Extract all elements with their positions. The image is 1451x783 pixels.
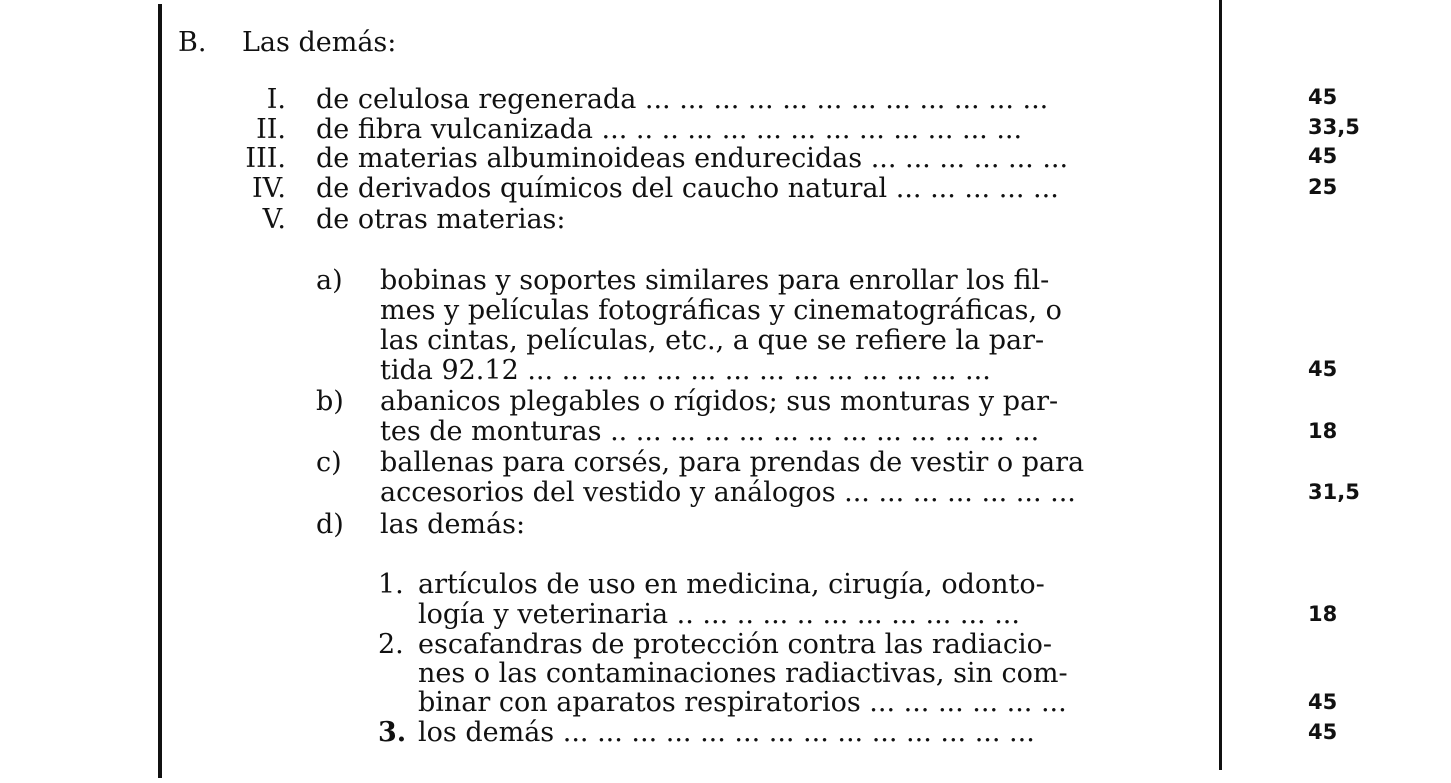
item-line: los demás ... ... ... ... ... ... ... ... ... ... ... ... ... ...: [418, 717, 1035, 748]
duty-rate: 45: [1308, 357, 1338, 381]
letter-label: d): [316, 509, 344, 540]
duty-rate: 33,5: [1308, 115, 1360, 139]
item-line: mes y películas fotográficas y cinematográficas, o: [380, 295, 1062, 326]
duty-rate: 25: [1308, 175, 1338, 199]
item-line: tida 92.12 ... .. ... ... ... ... ... ... ... ... ... ... ... ...: [380, 355, 991, 386]
item-text: de derivados químicos del caucho natural ... ... ... ... ...: [316, 173, 1059, 204]
letter-label: c): [316, 447, 342, 478]
right-column-rule: [1219, 0, 1222, 770]
duty-rate: 18: [1308, 419, 1338, 443]
item-text: de fibra vulcanizada ... .. .. ... ... ... ... ... ... ... ... ... ...: [316, 114, 1023, 145]
roman-numeral: IV.: [251, 173, 286, 204]
duty-rate: 45: [1308, 85, 1338, 109]
number-label: 2.: [378, 629, 404, 660]
item-line: escafandras de protección contra las radiacio-: [418, 629, 1053, 660]
number-label: 1.: [378, 569, 404, 600]
duty-rate: 45: [1308, 720, 1338, 744]
item-line: bobinas y soportes similares para enrollar los fil-: [380, 265, 1050, 296]
section-marker: B.: [178, 27, 207, 58]
duty-rate: 18: [1308, 602, 1338, 626]
roman-numeral: V.: [262, 204, 286, 235]
roman-numeral: I.: [266, 84, 286, 115]
section-heading: Las demás:: [242, 27, 397, 58]
letter-label: b): [316, 386, 344, 417]
duty-rate: 31,5: [1308, 480, 1360, 504]
left-border-line: [158, 4, 162, 778]
item-line: ballenas para corsés, para prendas de vestir o para: [380, 447, 1085, 478]
duty-rate: 45: [1308, 144, 1338, 168]
roman-numeral: II.: [256, 114, 286, 145]
item-text: de materias albuminoideas endurecidas ... ... ... ... ... ...: [316, 143, 1069, 174]
item-line: accesorios del vestido y análogos ... ... ... ... ... ... ...: [380, 477, 1076, 508]
item-text: de celulosa regenerada ... ... ... ... ... ... ... ... ... ... ... ...: [316, 84, 1049, 115]
item-line: tes de monturas .. ... ... ... ... ... ... ... ... ... ... ... ...: [380, 416, 1040, 447]
item-line: binar con aparatos respiratorios ... ... ... ... ... ...: [418, 687, 1067, 718]
letter-label: a): [316, 265, 343, 296]
item-line: las cintas, películas, etc., a que se refiere la par-: [380, 325, 1045, 356]
item-line: abanicos plegables o rígidos; sus monturas y par-: [380, 386, 1059, 417]
duty-rate: 45: [1308, 690, 1338, 714]
item-text: de otras materias:: [316, 204, 566, 235]
item-line: nes o las contaminaciones radiactivas, sin com-: [418, 658, 1068, 689]
number-label: 3.: [378, 717, 407, 748]
item-line: artículos de uso en medicina, cirugía, odonto-: [418, 569, 1045, 600]
item-line: las demás:: [380, 509, 526, 540]
item-line: logía y veterinaria .. ... .. ... .. ... ... ... ... ... ...: [418, 599, 1020, 630]
roman-numeral: III.: [245, 143, 286, 174]
